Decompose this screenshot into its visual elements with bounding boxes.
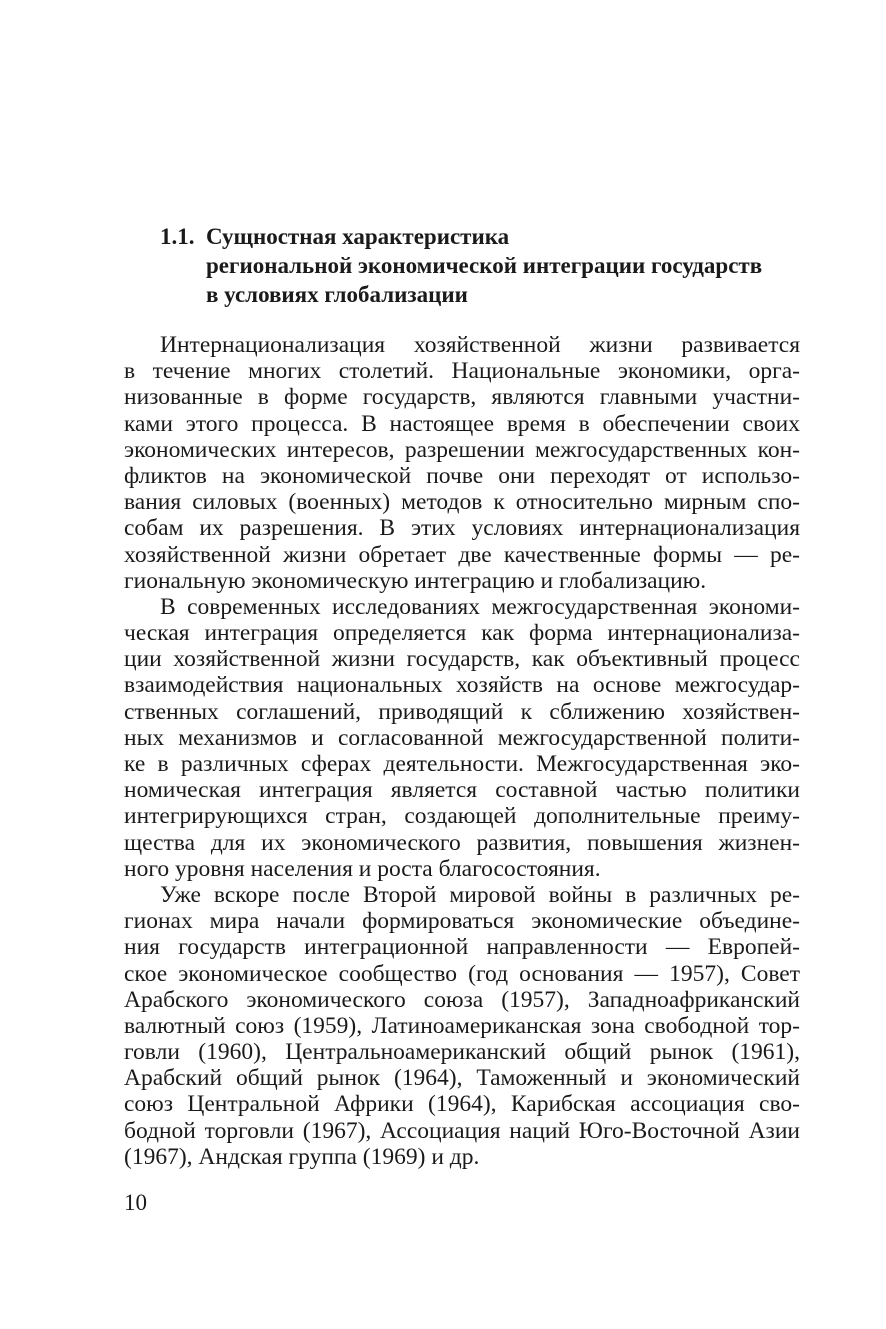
text-line: Арабский общий рынок (1964), Таможенный и экономический: [124, 1065, 800, 1092]
text-line: ния государств интеграционной направленности — Европей-: [124, 934, 800, 961]
text-line: валютный союз (1959), Латиноамериканская зона свободной тор-: [124, 1012, 800, 1039]
text-line: Арабского экономического союза (1957), Западноафриканский: [124, 986, 800, 1013]
text-line: ственных соглашений, приводящий к сближению хозяйствен-: [124, 698, 800, 725]
text-line: хозяйственной жизни обретает две качественные формы — ре-: [124, 541, 800, 568]
text-line: ке в различных сферах деятельности. Межгосударственная эко-: [124, 751, 800, 777]
section-title-line: Сущностная характеристика: [206, 224, 510, 249]
text-line: вания силовых (военных) методов к относительно мирным спо-: [124, 489, 800, 516]
text-line: щества для их экономического развития, повышения жизнен-: [124, 829, 800, 856]
paragraph-1: [124, 332, 800, 594]
text-line: В современных исследованиях межгосударственная экономи-: [160, 593, 800, 620]
body-text: [124, 332, 800, 1170]
text-line: низованные в форме государств, являются главными участни-: [124, 384, 800, 411]
text-line: фликтов на экономической почве они переходят от использо-: [124, 462, 800, 489]
text-line: ных механизмов и согласованной межгосударственной полити-: [124, 724, 800, 751]
text-line: ческая интеграция определяется как форма интернационализа-: [124, 620, 800, 647]
paragraph-2: [124, 594, 800, 882]
text-line: ции хозяйственной жизни государств, как объективный процесс: [124, 646, 800, 673]
text-line: говли (1960), Центральноамериканский общий рынок (1961),: [124, 1039, 800, 1066]
text-line: экономических интересов, разрешении межгосударственных кон-: [124, 436, 800, 463]
text-line: ного уровня населения и роста благосостояния.: [124, 855, 601, 882]
text-line: интегрирующихся стран, создающей дополнительные преиму-: [124, 803, 800, 830]
section-title: [206, 222, 840, 309]
page-number: 10: [124, 1190, 147, 1215]
text-line: гионах мира начали формироваться экономические объедине-: [124, 908, 800, 935]
text-line: гиональную экономическую интеграцию и глобализацию.: [124, 567, 707, 594]
section-title-line: региональной экономической интеграции государств: [206, 253, 763, 278]
text-line: номическая интеграция является составной частью политики: [124, 777, 800, 804]
text-line: Интернационализация хозяйственной жизни развивается: [160, 332, 800, 358]
section-heading: [160, 222, 840, 309]
paragraph-3: [124, 882, 800, 1170]
text-line: ское экономическое сообщество (год основания — 1957), Совет: [124, 960, 800, 987]
text-line: взаимодействия национальных хозяйств на основе межгосудар-: [124, 672, 800, 699]
text-line: (1967), Андская группа (1969) и др.: [124, 1143, 480, 1170]
text-line: ками этого процесса. В настоящее время в обеспечении своих: [124, 410, 800, 437]
section-number: 1.1.: [160, 224, 195, 249]
text-line: Уже вскоре после Второй мировой войны в различных ре-: [160, 881, 800, 908]
text-line: собам их разрешения. В этих условиях интернационализация: [124, 515, 800, 542]
section-title-line: в условиях глобализации: [206, 282, 468, 307]
text-line: бодной торговли (1967), Ассоциация наций Юго-Восточной Азии: [124, 1117, 800, 1144]
text-line: в течение многих столетий. Национальные экономики, орга-: [124, 358, 800, 385]
text-line: союз Центральной Африки (1964), Карибская ассоциация сво-: [124, 1091, 800, 1118]
